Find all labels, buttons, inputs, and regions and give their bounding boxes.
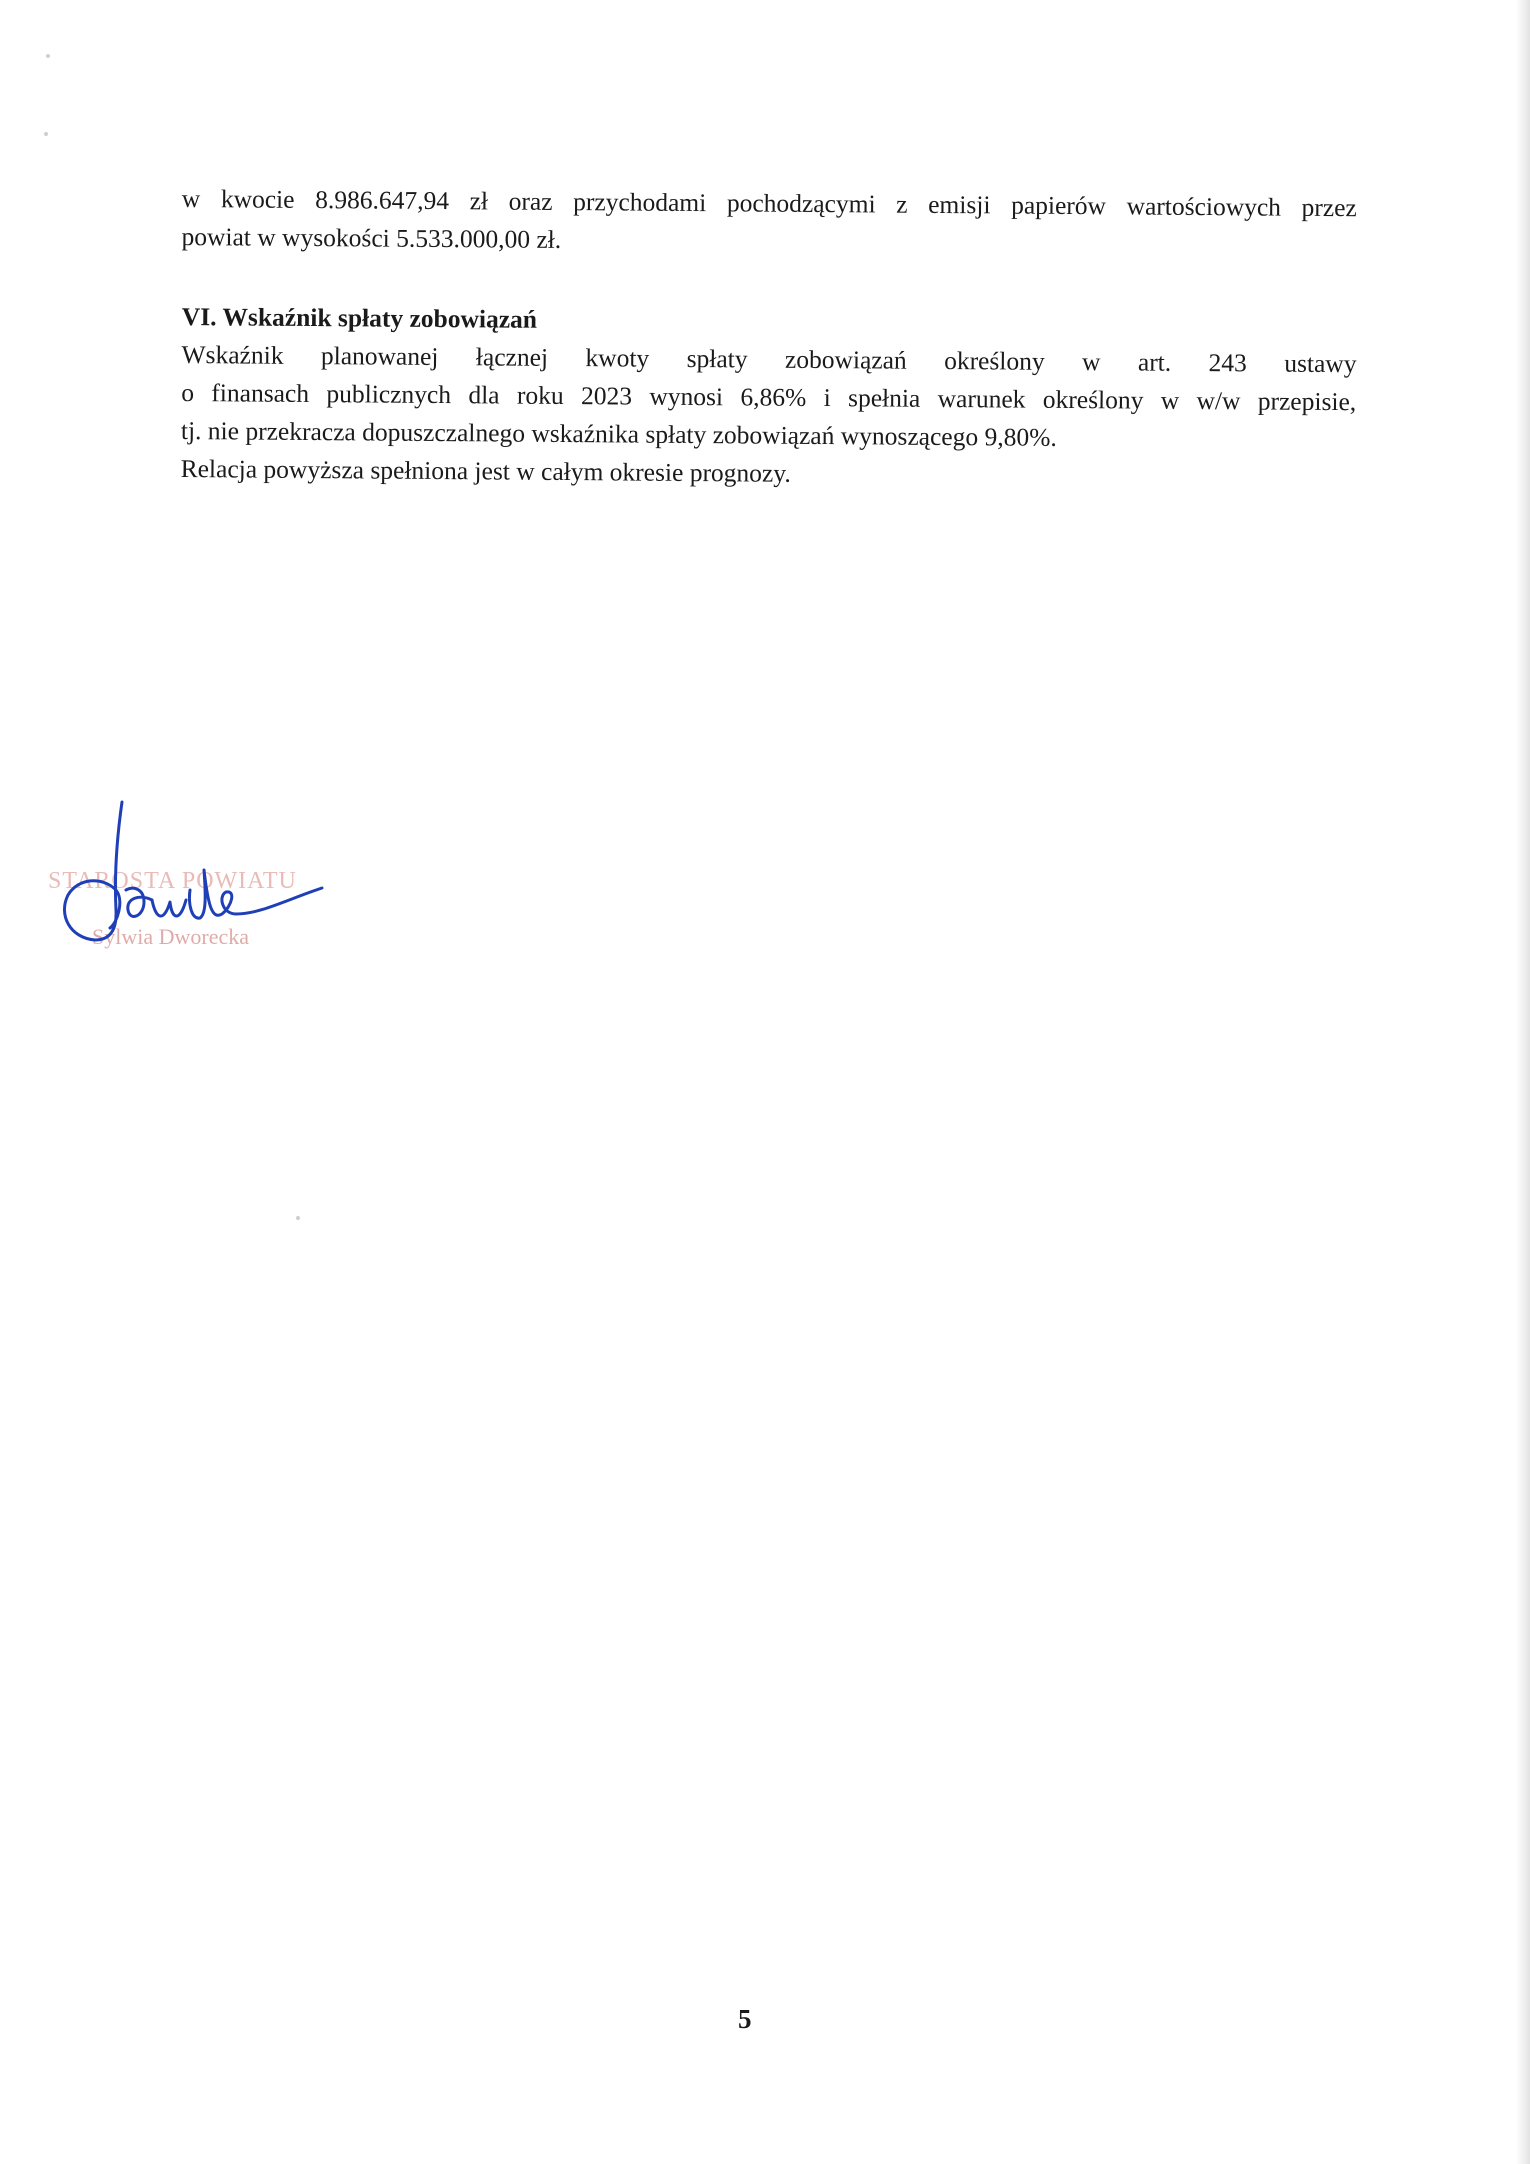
scan-speck bbox=[46, 54, 50, 58]
stamp-name: Sylwia Dworecka bbox=[92, 924, 250, 949]
page-number: 5 bbox=[738, 2004, 752, 2034]
scan-speck bbox=[44, 132, 48, 136]
scan-edge-shadow bbox=[1516, 0, 1530, 2164]
section-heading: VI. Wskaźnik spłaty zobowiązań bbox=[181, 301, 538, 334]
paragraph-line: tj. nie przekracza dopuszczalnego wskaźnika spłaty zobowiązań wynoszącego 9,80%. bbox=[180, 415, 1057, 452]
stamp-title: STAROSTA POWIATU bbox=[48, 868, 297, 894]
paragraph-line: w kwocie 8.986.647,94 zł oraz przychodami pochodzącymi z emisji papierów wartościowych przez bbox=[181, 183, 1357, 223]
handwritten-signature bbox=[40, 790, 340, 960]
paragraph-line: Relacja powyższa spełniona jest w całym okresie prognozy. bbox=[180, 453, 791, 488]
paragraph-line: Wskaźnik planowanej łącznej kwoty spłaty zobowiązań określony w art. 243 ustawy bbox=[181, 339, 1357, 379]
scan-speck bbox=[296, 1216, 300, 1220]
section-debt-repayment-ratio bbox=[181, 298, 1357, 497]
signature-with-stamp bbox=[40, 790, 340, 960]
paragraph-funding-sources bbox=[181, 180, 1357, 265]
paragraph-line: powiat w wysokości 5.533.000,00 zł. bbox=[181, 221, 562, 254]
paragraph-line: o finansach publicznych dla roku 2023 wynosi 6,86% i spełnia warunek określony w w/w przepisie, bbox=[181, 377, 1357, 417]
